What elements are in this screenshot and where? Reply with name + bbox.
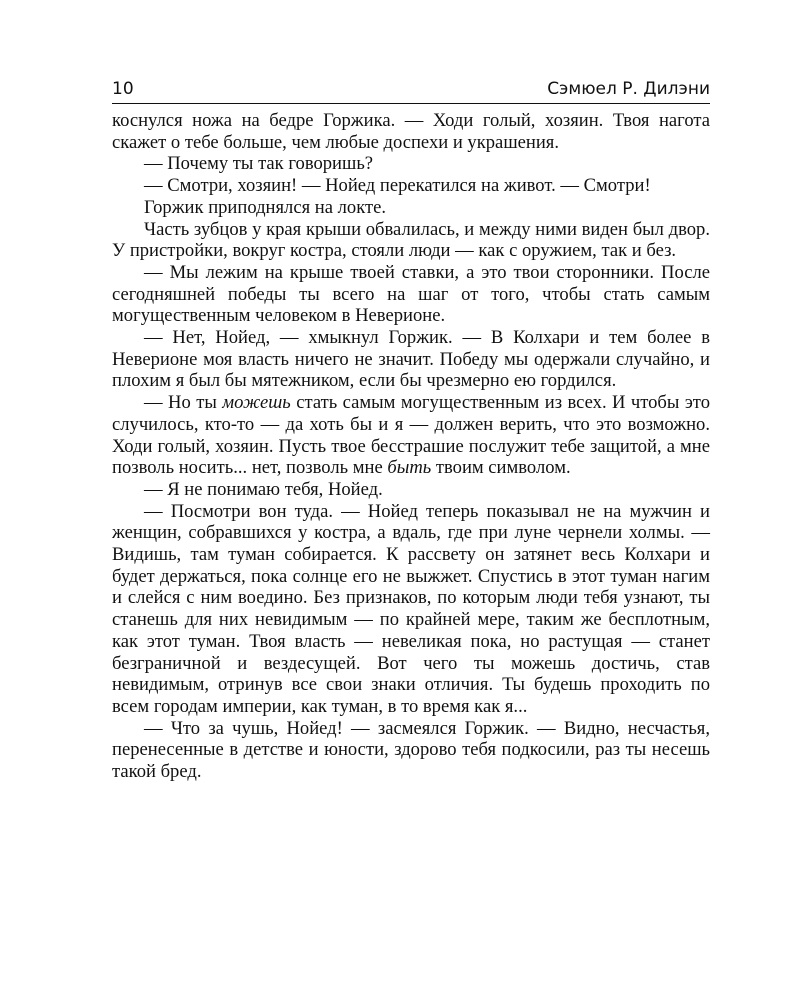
paragraph [112,153,710,175]
text-segment: — Смотри, хозяин! — Нойед перекатился на живот. — Смотри! [144,175,651,197]
paragraph [112,262,710,327]
emphasis-text: можешь [222,392,291,414]
text-segment: Часть зубцов у края крыши обвалилась, и между ними виден был двор. У пристройки, вокруг костра, стояли люди — как с оружием, так и без. [112,218,710,262]
paragraph [112,219,710,262]
text-segment: — Почему ты так говоришь? [144,153,374,175]
paragraph [112,175,710,197]
paragraph [112,327,710,392]
paragraph [112,479,710,501]
paragraph [112,110,710,153]
paragraph [112,718,710,783]
running-header [112,78,710,104]
text-segment: — Я не понимаю тебя, Нойед. [144,478,383,500]
text-segment: твоим символом. [431,457,571,479]
body-text [112,110,710,783]
text-segment: — Посмотри вон туда. — Нойед теперь показывал не на мужчин и женщин, собравшихся у костра, а вдаль, где при луне чернели холмы. — Видишь, там туман собирается. К рассвету он затянет весь Колхари и будет держаться, пока солнце его не выжжет. Спустись в этот туман нагим и слейся с ним воедино. Без признаков, по которым люди тебя узнают, ты станешь для них невидимым — по крайней мере, таким же бесплотным, как этот туман. Твоя власть — невеликая пока, но растущая — станет безграничной и вездесущей. Вот чего ты можешь достичь, став невидимым, отринув все свои знаки отличия. Ты будешь проходить по всем городам империи, как туман, в то время как я... [112,500,710,717]
text-segment: Горжик приподнялся на локте. [144,196,387,218]
text-segment: — Но ты [144,392,223,414]
text-segment: — Мы лежим на крыше твоей ставки, а это твои сторонники. После сегодняшней победы ты всего на шаг от того, чтобы стать самым могущественным человеком в Неверионе. [112,261,710,327]
text-segment: — Нет, Нойед, — хмыкнул Горжик. — В Колхари и тем более в Неверионе моя власть ничего не значит. Победу мы одержали случайно, и плохим я был бы мятежником, если бы чрезмерно ею гордился. [112,327,710,392]
paragraph [112,392,710,479]
text-segment: стать самым могущественным из всех. И чтобы это случилось, кто-то — да хоть бы и я — должен верить, что это возможно. Ходи голый, хозяин. Пусть твое бесстрашие послужит тебе защитой, а мне позволь носить... нет, позволь мне [112,392,710,479]
paragraph [112,501,710,718]
running-title: Сэмюел Р. Дилэни [547,79,710,99]
text-segment: коснулся ножа на бедре Горжика. — Ходи голый, хозяин. Твоя нагота скажет о тебе больше, чем любые доспехи и украшения. [112,110,710,153]
paragraph [112,197,710,219]
emphasis-text: быть [387,457,432,479]
text-segment: — Что за чушь, Нойед! — засмеялся Горжик. — Видно, несчастья, перенесенные в детстве и юности, здорово тебя подкосили, раз ты несешь такой бред. [112,717,710,783]
book-page [112,78,710,783]
page-number: 10 [112,79,134,99]
